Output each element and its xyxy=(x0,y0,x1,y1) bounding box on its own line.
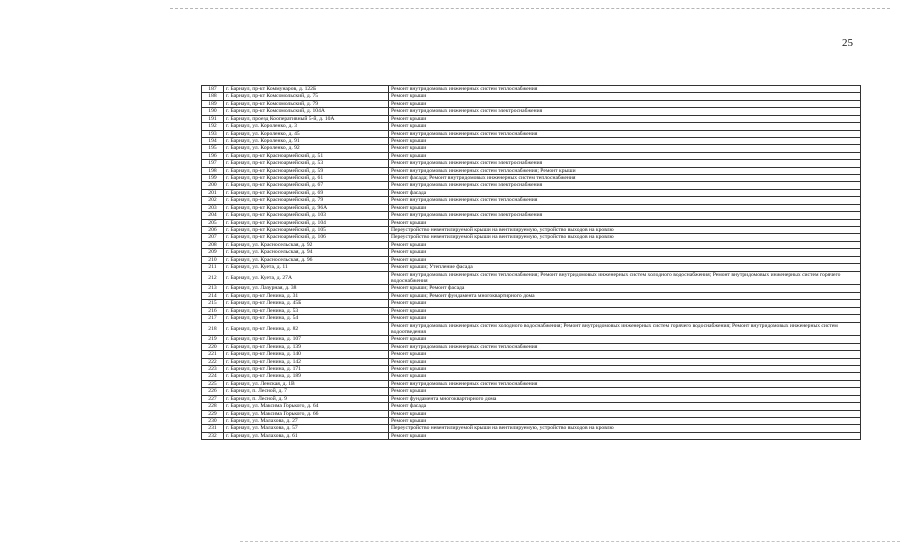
row-address: г. Барнаул, ул. Малахова, д. 27 xyxy=(224,417,389,424)
table-row xyxy=(202,86,861,93)
row-number: 203 xyxy=(202,204,224,211)
row-works: Ремонт внутридомовых инженерных систем теплоснабжения xyxy=(389,130,861,137)
row-works: Ремонт внутридомовых инженерных систем теплоснабжения; Ремонт внутридомовых инженерных систем холодного водоснабжения; Ремонт внутридомовых инженерных систем горячего водоснабжения xyxy=(389,271,861,285)
row-number: 232 xyxy=(202,432,224,439)
row-number: 199 xyxy=(202,175,224,182)
row-works: Ремонт внутридомовых инженерных систем теплоснабжения xyxy=(389,343,861,350)
row-number: 227 xyxy=(202,395,224,402)
row-works: Ремонт крыши xyxy=(389,256,861,263)
table-row xyxy=(202,234,861,241)
row-works: Ремонт крыши xyxy=(389,145,861,152)
row-works: Ремонт крыши xyxy=(389,417,861,424)
table-row xyxy=(202,130,861,137)
table-row xyxy=(202,336,861,343)
row-address: г. Барнаул, п. Лесной, д. 9 xyxy=(224,395,389,402)
repair-table xyxy=(201,85,861,440)
row-number: 223 xyxy=(202,366,224,373)
table-row xyxy=(202,322,861,336)
table-row xyxy=(202,227,861,234)
row-address: г. Барнаул, ул. Максима Горького, д. 66 xyxy=(224,410,389,417)
row-address: г. Барнаул, пр-кт Ленина, д. 189 xyxy=(224,373,389,380)
row-number: 187 xyxy=(202,86,224,93)
row-address: г. Барнаул, пр-кт Красноармейский, д. 96А xyxy=(224,204,389,211)
row-address: г. Барнаул, ул. Куета, д. 27А xyxy=(224,271,389,285)
table-row xyxy=(202,307,861,314)
row-number: 208 xyxy=(202,241,224,248)
row-address: г. Барнаул, пр-кт Ленина, д. 107 xyxy=(224,336,389,343)
table-row xyxy=(202,204,861,211)
table-row xyxy=(202,264,861,271)
row-address: г. Барнаул, пр-кт Ленина, д. 171 xyxy=(224,366,389,373)
row-number: 220 xyxy=(202,343,224,350)
row-works: Ремонт фасада xyxy=(389,189,861,196)
row-address: г. Барнаул, ул. Малахова, д. 61 xyxy=(224,432,389,439)
row-address: г. Барнаул, пр-кт Ленина, д. 54 xyxy=(224,315,389,322)
table-row xyxy=(202,425,861,432)
table-row xyxy=(202,145,861,152)
row-number: 193 xyxy=(202,130,224,137)
row-number: 214 xyxy=(202,292,224,299)
table-row xyxy=(202,300,861,307)
row-works: Ремонт внутридомовых инженерных систем электроснабжения xyxy=(389,108,861,115)
table-row xyxy=(202,241,861,248)
row-works: Ремонт крыши; Утепление фасада xyxy=(389,264,861,271)
table-row xyxy=(202,358,861,365)
row-address: г. Барнаул, пр-кт Ленина, д. 142 xyxy=(224,358,389,365)
row-number: 207 xyxy=(202,234,224,241)
row-number: 222 xyxy=(202,358,224,365)
row-address: г. Барнаул, ул. Малахова, д. 57 xyxy=(224,425,389,432)
row-works: Переустройство невентилируемой крыши на вентилируемую, устройство выходов на кровлю xyxy=(389,425,861,432)
row-address: г. Барнаул, ул. Куета, д. 11 xyxy=(224,264,389,271)
row-number: 198 xyxy=(202,167,224,174)
table-row xyxy=(202,403,861,410)
row-works: Ремонт крыши xyxy=(389,366,861,373)
row-number: 205 xyxy=(202,219,224,226)
row-address: г. Барнаул, пр-кт Ленина, д. 45Б xyxy=(224,300,389,307)
row-number: 190 xyxy=(202,108,224,115)
row-number: 197 xyxy=(202,160,224,167)
row-address: г. Барнаул, пр-кт Красноармейский, д. 105 xyxy=(224,227,389,234)
row-number: 225 xyxy=(202,380,224,387)
row-works: Переустройство невентилируемой крыши на вентилируемую, устройство выходов на кровлю xyxy=(389,227,861,234)
row-number: 206 xyxy=(202,227,224,234)
scan-artifact-top xyxy=(170,8,890,9)
row-works: Ремонт фундамента многоквартирного дома xyxy=(389,395,861,402)
table-row xyxy=(202,249,861,256)
row-works: Ремонт внутридомовых инженерных систем электроснабжения xyxy=(389,160,861,167)
row-works: Ремонт крыши; Ремонт фасада xyxy=(389,285,861,292)
row-address: г. Барнаул, пр-кт Красноармейский, д. 103 xyxy=(224,212,389,219)
row-works: Ремонт крыши xyxy=(389,93,861,100)
table-row xyxy=(202,182,861,189)
row-address: г. Барнаул, пр-кт Красноармейский, д. 106 xyxy=(224,234,389,241)
row-number: 231 xyxy=(202,425,224,432)
table-row xyxy=(202,93,861,100)
row-number: 226 xyxy=(202,388,224,395)
row-works: Ремонт крыши; Ремонт фундамента многоквартирного дома xyxy=(389,292,861,299)
table-row xyxy=(202,197,861,204)
row-works: Ремонт крыши xyxy=(389,358,861,365)
row-number: 228 xyxy=(202,403,224,410)
table-row xyxy=(202,380,861,387)
row-number: 217 xyxy=(202,315,224,322)
row-works: Ремонт внутридомовых инженерных систем теплоснабжения xyxy=(389,380,861,387)
row-works: Ремонт внутридомовых инженерных систем электроснабжения xyxy=(389,212,861,219)
row-works: Ремонт фасада; Ремонт внутридомовых инженерных систем теплоснабжения xyxy=(389,175,861,182)
row-number: 215 xyxy=(202,300,224,307)
table-row xyxy=(202,108,861,115)
row-address: г. Барнаул, пр-кт Ленина, д. 140 xyxy=(224,351,389,358)
table-row xyxy=(202,212,861,219)
row-works: Ремонт крыши xyxy=(389,137,861,144)
row-works: Ремонт крыши xyxy=(389,351,861,358)
row-number: 224 xyxy=(202,373,224,380)
table-row xyxy=(202,343,861,350)
row-works: Ремонт крыши xyxy=(389,219,861,226)
table-row xyxy=(202,189,861,196)
row-number: 195 xyxy=(202,145,224,152)
table-row xyxy=(202,256,861,263)
row-number: 218 xyxy=(202,322,224,336)
row-works: Ремонт крыши xyxy=(389,410,861,417)
table-row xyxy=(202,137,861,144)
row-address: г. Барнаул, пр-кт Красноармейский, д. 67 xyxy=(224,182,389,189)
row-address: г. Барнаул, пр-кт Красноармейский, д. 59 xyxy=(224,167,389,174)
table-row xyxy=(202,366,861,373)
row-address: г. Барнаул, ул. Короленко, д. 3 xyxy=(224,123,389,130)
table-row xyxy=(202,432,861,439)
row-address: г. Барнаул, пр-кт Красноармейский, д. 69 xyxy=(224,189,389,196)
row-works: Ремонт крыши xyxy=(389,373,861,380)
row-number: 229 xyxy=(202,410,224,417)
row-number: 210 xyxy=(202,256,224,263)
row-works: Ремонт крыши xyxy=(389,307,861,314)
row-number: 221 xyxy=(202,351,224,358)
row-works: Ремонт внутридомовых инженерных систем электроснабжения xyxy=(389,182,861,189)
row-address: г. Барнаул, пр-кт Красноармейский, д. 53 xyxy=(224,160,389,167)
page-number: 25 xyxy=(842,37,853,49)
row-works: Ремонт крыши xyxy=(389,100,861,107)
row-works: Ремонт внутридомовых инженерных систем теплоснабжения xyxy=(389,86,861,93)
row-address: г. Барнаул, пр-кт Ленина, д. 31 xyxy=(224,292,389,299)
row-address: г. Барнаул, ул. Красносельская, д. 96 xyxy=(224,256,389,263)
row-address: г. Барнаул, пр-кт Ленина, д. 53 xyxy=(224,307,389,314)
table-row xyxy=(202,115,861,122)
table-row xyxy=(202,123,861,130)
table-row xyxy=(202,410,861,417)
table-row xyxy=(202,175,861,182)
row-works: Ремонт крыши xyxy=(389,115,861,122)
row-address: г. Барнаул, ул. Максима Горького, д. 64 xyxy=(224,403,389,410)
row-address: г. Барнаул, пр-кт Комсомольский, д. 104А xyxy=(224,108,389,115)
row-number: 212 xyxy=(202,271,224,285)
row-number: 192 xyxy=(202,123,224,130)
row-works: Ремонт крыши xyxy=(389,300,861,307)
row-number: 191 xyxy=(202,115,224,122)
row-number: 219 xyxy=(202,336,224,343)
row-number: 188 xyxy=(202,93,224,100)
row-address: г. Барнаул, ул. Ленская, д. 1В xyxy=(224,380,389,387)
row-address: г. Барнаул, ул. Красносельская, д. 92 xyxy=(224,241,389,248)
row-works: Переустройство невентилируемой крыши на вентилируемую, устройство выходов на кровлю xyxy=(389,234,861,241)
row-works: Ремонт крыши xyxy=(389,315,861,322)
row-address: г. Барнаул, ул. Лазурная, д. 38 xyxy=(224,285,389,292)
row-works: Ремонт фасада xyxy=(389,403,861,410)
row-works: Ремонт крыши xyxy=(389,152,861,159)
row-number: 204 xyxy=(202,212,224,219)
row-number: 200 xyxy=(202,182,224,189)
table-row xyxy=(202,388,861,395)
row-number: 211 xyxy=(202,264,224,271)
row-works: Ремонт крыши xyxy=(389,336,861,343)
row-works: Ремонт крыши xyxy=(389,388,861,395)
row-works: Ремонт крыши xyxy=(389,249,861,256)
table-body xyxy=(202,86,861,440)
row-works: Ремонт внутридомовых инженерных систем теплоснабжения xyxy=(389,197,861,204)
table-row xyxy=(202,100,861,107)
row-works: Ремонт крыши xyxy=(389,204,861,211)
row-number: 189 xyxy=(202,100,224,107)
row-address: г. Барнаул, п. Лесной, д. 7 xyxy=(224,388,389,395)
row-number: 201 xyxy=(202,189,224,196)
row-address: г. Барнаул, пр-кт Красноармейский, д. 61 xyxy=(224,175,389,182)
table-row xyxy=(202,167,861,174)
row-address: г. Барнаул, пр-кт Комсомольский, д. 75 xyxy=(224,93,389,100)
row-address: г. Барнаул, пр-кт Красноармейский, д. 104 xyxy=(224,219,389,226)
table-row xyxy=(202,271,861,285)
row-address: г. Барнаул, пр-кт Ленина, д. 82 xyxy=(224,322,389,336)
table-row xyxy=(202,219,861,226)
row-address: г. Барнаул, ул. Короленко, д. 91 xyxy=(224,137,389,144)
row-number: 209 xyxy=(202,249,224,256)
row-address: г. Барнаул, пр-кт Коммунаров, д. 122Б xyxy=(224,86,389,93)
row-works: Ремонт крыши xyxy=(389,241,861,248)
table-row xyxy=(202,395,861,402)
row-number: 194 xyxy=(202,137,224,144)
row-address: г. Барнаул, ул. Короленко, д. 45 xyxy=(224,130,389,137)
table-row xyxy=(202,373,861,380)
row-address: г. Барнаул, проезд Кооперативный 5-й, д. 10А xyxy=(224,115,389,122)
scan-artifact-bottom xyxy=(240,541,900,542)
table-row xyxy=(202,160,861,167)
row-address: г. Барнаул, пр-кт Комсомольский, д. 79 xyxy=(224,100,389,107)
table-row xyxy=(202,315,861,322)
table-row xyxy=(202,285,861,292)
table-row xyxy=(202,292,861,299)
row-number: 230 xyxy=(202,417,224,424)
row-number: 196 xyxy=(202,152,224,159)
table-row xyxy=(202,417,861,424)
row-works: Ремонт внутридомовых инженерных систем холодного водоснабжения; Ремонт внутридомовых инженерных систем горячего водоснабжения; Ремонт внутридомовых инженерных систем водоотведения xyxy=(389,322,861,336)
row-address: г. Барнаул, пр-кт Красноармейский, д. 51 xyxy=(224,152,389,159)
table-row xyxy=(202,152,861,159)
row-address: г. Барнаул, ул. Красносельская, д. 94 xyxy=(224,249,389,256)
row-works: Ремонт крыши xyxy=(389,123,861,130)
row-works: Ремонт крыши xyxy=(389,432,861,439)
row-number: 216 xyxy=(202,307,224,314)
row-number: 213 xyxy=(202,285,224,292)
row-address: г. Барнаул, пр-кт Ленина, д. 139 xyxy=(224,343,389,350)
row-address: г. Барнаул, ул. Короленко, д. 92 xyxy=(224,145,389,152)
row-number: 202 xyxy=(202,197,224,204)
row-works: Ремонт внутридомовых инженерных систем теплоснабжения; Ремонт крыши xyxy=(389,167,861,174)
row-address: г. Барнаул, пр-кт Красноармейский, д. 79 xyxy=(224,197,389,204)
table-row xyxy=(202,351,861,358)
